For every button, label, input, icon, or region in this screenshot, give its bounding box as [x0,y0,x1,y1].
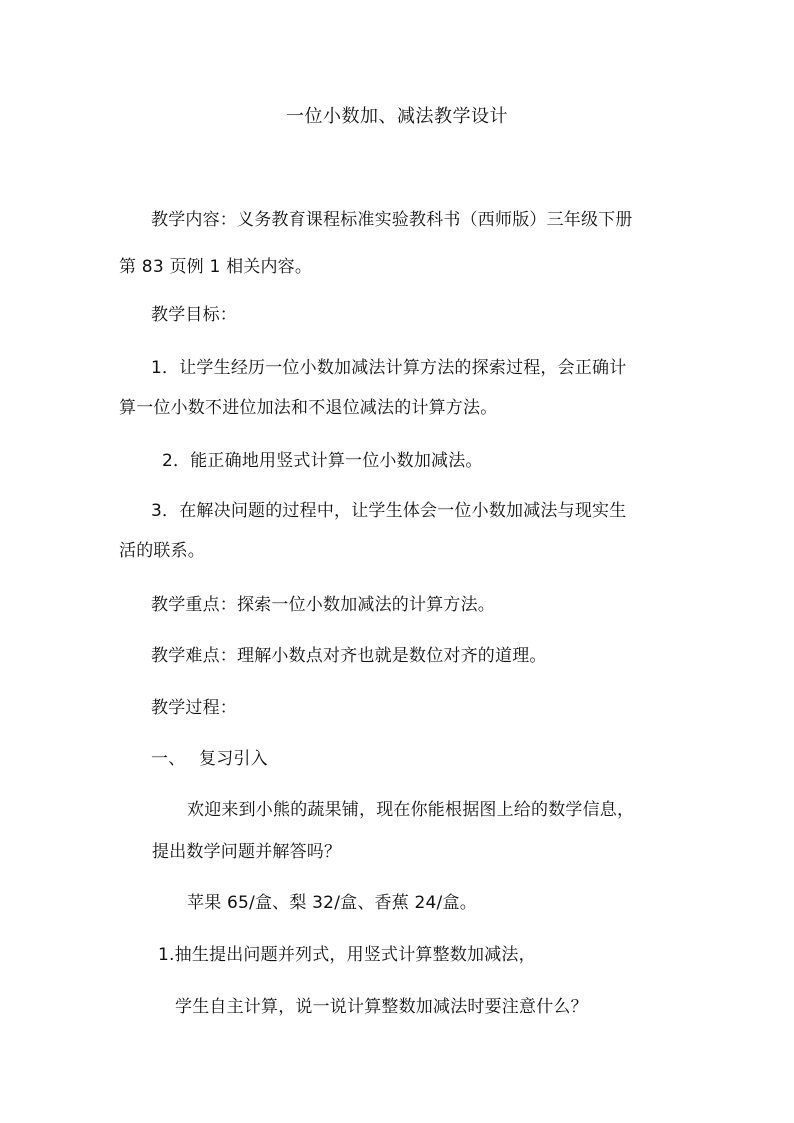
section-1-title: 复习引入 [199,749,268,769]
content-line-2: 第 83 页例 1 相关内容。 [119,257,313,277]
document-title: 一位小数加、减法教学设计 [286,106,508,127]
process-heading: 教学过程： [151,698,237,718]
difficulty: 教学难点：理解小数点对齐也就是数位对齐的道理。 [151,646,547,666]
section-1-number: 一、 [151,749,186,769]
key-point: 教学重点：探索一位小数加减法的计算方法。 [151,595,495,615]
step-1-detail: 学生自主计算，说一说计算整数加减法时要注意什么？ [175,997,588,1017]
intro-line-1: 欢迎来到小熊的蔬果铺，现在你能根据图上给的数学信息， [187,800,635,820]
prices-line: 苹果 65/盒、梨 32/盒、香蕉 24/盒。 [187,893,477,913]
content-line-1: 教学内容：义务教育课程标准实验教科书（西师版）三年级下册 [151,210,633,230]
step-1: 1.抽生提出问题并列式，用竖式计算整数加减法， [158,945,536,965]
goal-3-line-1: 3．在解决问题的过程中，让学生体会一位小数加减法与现实生 [151,501,627,521]
goal-3-line-2: 活的联系。 [119,541,205,561]
goal-1-line-1: 1．让学生经历一位小数加减法计算方法的探索过程，会正确计 [151,358,627,378]
intro-line-2: 提出数学问题并解答吗？ [152,842,342,862]
goal-2: 2．能正确地用竖式计算一位小数加减法。 [162,451,483,471]
goal-1-line-2: 算一位小数不进位加法和不退位减法的计算方法。 [119,398,498,418]
goals-heading: 教学目标： [151,305,237,325]
